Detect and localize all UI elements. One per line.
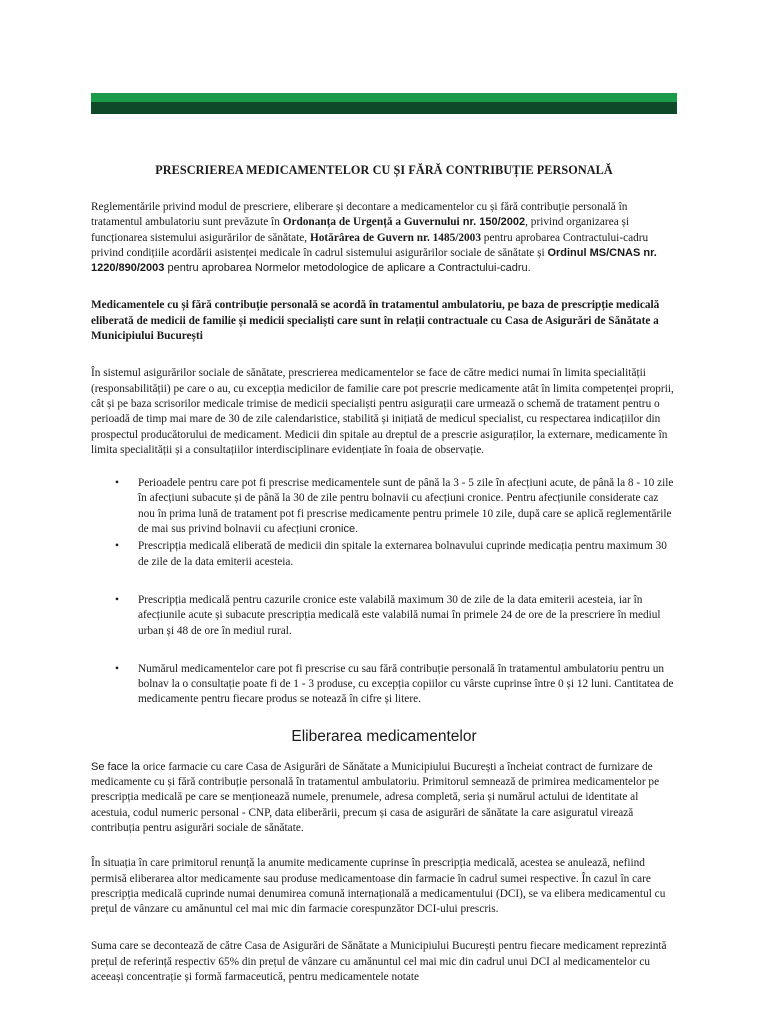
bullet-icon: • <box>115 662 119 675</box>
ordinance-number: nr. 150/2002 <box>459 216 526 229</box>
bullet-icon: • <box>115 593 119 606</box>
list-item-text: Prescripția medicală eliberată de medicii din spitale la externarea bolnavului cuprinde medicația pentru maximum 30 de zile de la data emiterii acesteia. <box>138 540 667 568</box>
bullet-icon: • <box>115 477 119 490</box>
intro-paragraph <box>91 200 677 276</box>
intro-text-4: pentru aprobarea Normelor metodologice de aplicare a Contractului-cadru. <box>164 262 531 275</box>
government-decision-reference: Hotărârea de Guvern nr. 1485/2003 <box>309 231 481 244</box>
release-paragraph-1 <box>91 760 677 836</box>
list-item-text: Numărul medicamentelor care pot fi prescrise cu sau fără contribuție personală în tratamentul ambulatoriu pentru un bolnav la o consultație poate fi de 1 - 3 produse, cu excepția copiilor cu vârste cuprinse între 0 și 12 luni. Cantitatea de medicamente pentru fiecare produs se notează în cifre și litere. <box>138 662 674 706</box>
system-paragraph: În sistemul asigurărilor sociale de sănătate, prescrierea medicamentelor se face de către medici numai în limita specialității (responsabilității) pe care o au, cu excepția medicilor de familie care pot prescrie medicamente atât în limita competenței proprii, cât și pe baza scrisorilor medicale trimise de medicii specialiști pentru asigurații care urmează o schemă de tratament pentru o perioadă de timp mai mare de 30 de zile calendaristice, stabilită și inițiată de medicul specialist, cu respectarea indicațiilor din prospectul producătorului de medicament. Medicii din spitale au dreptul de a prescrie asiguraților, la externare, medicamente în limita specialității și a consultațiilor interdisciplinare evidențiate în foaia de observație. <box>91 367 674 456</box>
ordinance-reference: Ordonanța de Urgență a Guvernului <box>282 216 460 229</box>
list-item-tail: cronice. <box>319 523 359 536</box>
list-item <box>115 662 677 708</box>
header-band-dark <box>91 102 677 114</box>
intro-text-2: , privind organizarea și funcționarea sistemului asigurărilor de sănătate, <box>91 216 630 244</box>
page-title: PRESCRIEREA MEDICAMENTELOR CU ȘI FĂRĂ CONTRIBUȚIE PERSONALĂ <box>155 163 613 177</box>
release-lead: Se face la <box>91 760 143 773</box>
bullet-icon: • <box>115 540 119 553</box>
list-item-text: Perioadele pentru care pot fi prescrise medicamentele sunt de până la 3 - 5 zile în afecțiuni acute, de până la 8 - 10 zile în afecțiuni subacute și de până la 30 de zile pentru bolnavii cu afecțiuni cronice. Pentru afecțiunile considerate caz nou în prima lună de tratament pot fi prescrise medicamente pentru primele 10 zile, după care se aplică reglementările de mai sus privind bolnavii cu afecțiuni <box>138 477 674 536</box>
release-paragraph-3: Suma care se decontează de către Casa de Asigurări de Sănătate a Municipiului București pentru fiecare medicament reprezintă prețul de referință respectiv 65% din prețul de vânzare cu amănuntul cel mai mic din cadrul unui DCI al medicamentelor cu aceeași concentrație și formă farmaceutică, pentru medicamentele notate <box>91 940 667 983</box>
release-text-1: orice farmacie cu care Casa de Asigurări de Sănătate a Municipiului București a încheiat contract de furnizare de medicamente cu și fără contribuție personală în tratamentul ambulatoriu. Primitorul semnează de primirea medicamentelor pe prescripția medicală pe care se menționează numele, prenumele, adresa completă, seria și numărul actului de identitate al acestuia, codul numeric personal - CNP, data eliberării, precum și casa de asigurări de sănătate la care asiguratul virează contribuția pentru asigurări sociale de sănătate. <box>91 760 660 834</box>
list-item <box>115 593 677 639</box>
intro-text-1: Reglementările privind modul de prescriere, eliberare și decontare a medicamentelor cu și fără contribuție personală în tratamentul ambulatoriu sunt prevăzute în <box>91 201 628 229</box>
order-reference: Ordinul MS/CNAS nr. 1220/890/2003 <box>91 246 657 275</box>
list-item-text: Prescripția medicală pentru cazurile cronice este valabilă maximum 30 de zile de la data emiterii acesteia, iar în afecțiunile acute și subacute prescripția medicală este valabilă numai în primele 24 de ore de la prescriere în mediul urban și 48 de ore în mediul rural. <box>138 593 661 637</box>
header-band-light <box>91 93 677 102</box>
document-body <box>91 163 677 985</box>
release-paragraph-2: În situația în care primitorul renunță la anumite medicamente cuprinse în prescripția medicală, acestea se anulează, nefiind permisă eliberarea altor medicamente sau produse medicamentoase din farmacie în cadrul sumei respective. În cazul în care prescripția medicală cuprinde numai denumirea comună internațională a medicamentului (DCI), se va elibera medicamentul cu prețul de vânzare cu amănuntul cel mai mic din farmacie corespunzător DCI-ului prescris. <box>91 857 666 916</box>
list-item <box>115 539 677 570</box>
prescription-rules-list <box>91 476 677 708</box>
list-item <box>115 476 677 537</box>
bold-paragraph: Medicamentele cu și fără contribuție personală se acordă în tratamentul ambulatoriu, pe baza de prescripție medicală eliberată de medicii de familie și medicii specialiști care sunt în relații contractuale cu Casa de Asigurări de Sănătate a Municipiului București <box>91 299 660 343</box>
intro-text-3: pentru aprobarea Contractului-cadru privind condițiile acordării asistenței medicale în cadrul sistemului asigurărilor sociale de sănătate și <box>91 231 649 259</box>
section-heading: Eliberarea medicamentelor <box>291 727 477 745</box>
